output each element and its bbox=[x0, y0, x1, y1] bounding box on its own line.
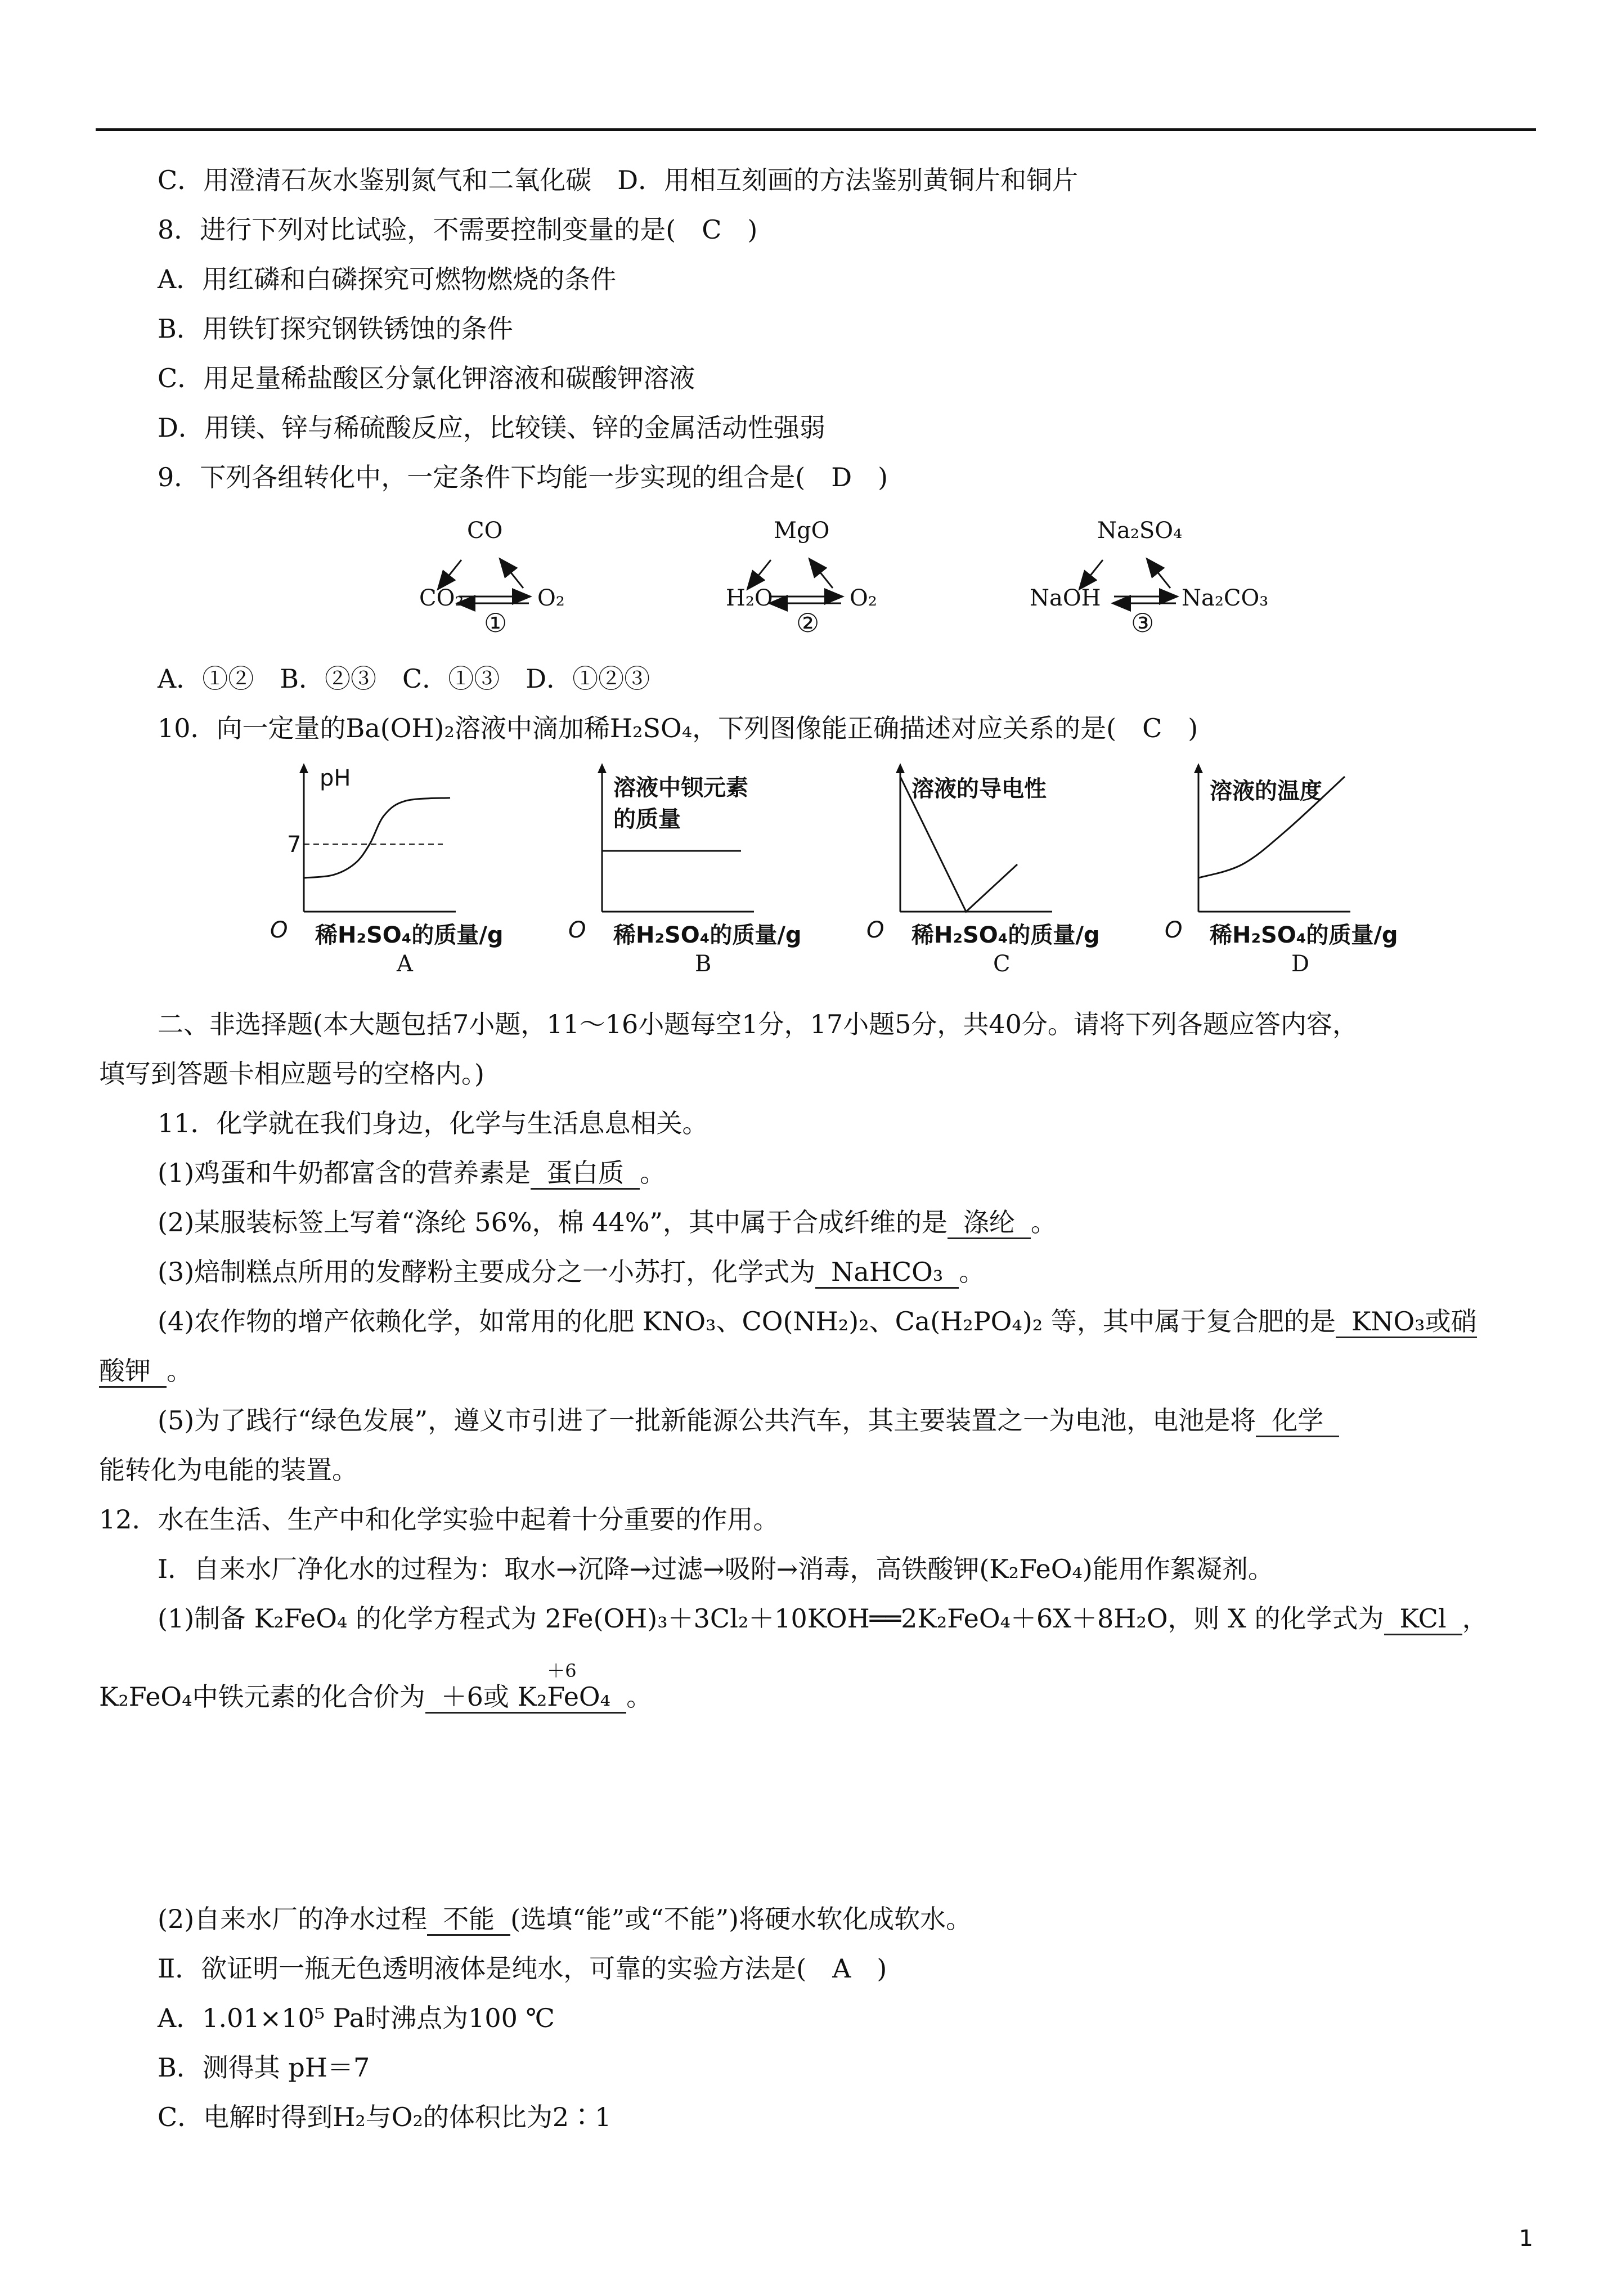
q11-part4-answer: KNO₃或硝 bbox=[1336, 1306, 1477, 1338]
scheme3-right: Na₂CO₃ bbox=[1182, 585, 1269, 611]
chart-a-y-arrow bbox=[299, 763, 308, 773]
scheme3-number: ③ bbox=[1131, 608, 1155, 638]
q12-part2-answer: 不能 bbox=[427, 1904, 510, 1936]
q11-part2-end: 。 bbox=[1030, 1207, 1057, 1237]
question-10: 10．向一定量的Ba(OH)₂溶液中滴加稀H₂SO₄，下列图像能正确描述对应关系的是( C ) bbox=[158, 713, 1198, 743]
q11-part1-text: (1)鸡蛋和牛奶都富含的营养素是 bbox=[158, 1158, 531, 1188]
q12-part1-answer: KCl bbox=[1384, 1603, 1462, 1635]
q12-ii-option-c: C．电解时得到H₂与O₂的体积比为2∶1 bbox=[158, 2102, 612, 2132]
q11-part1-end: 。 bbox=[640, 1158, 666, 1188]
q8-option-b: B．用铁钉探究钢铁锈蚀的条件 bbox=[158, 313, 513, 344]
q12-valence-fe-text: Fe bbox=[547, 1681, 579, 1712]
chart-b-y-arrow bbox=[598, 763, 607, 773]
chart-a-ylabel: pH bbox=[320, 765, 351, 791]
q11-part4-cont bbox=[99, 1354, 192, 1388]
part2-intro-1: 二、非选择题(本大题包括7小题，11～16小题每空1分，17小题5分，共40分。请将下列各题应答内容， bbox=[158, 1009, 1358, 1039]
chart-a-origin: O bbox=[270, 917, 288, 943]
q11-part1 bbox=[158, 1156, 666, 1190]
q12-section-i: Ⅰ．自来水厂净化水的过程为：取水→沉降→过滤→吸附→消毒，高铁酸钾(K₂FeO₄)能用作絮凝剂。 bbox=[158, 1554, 1274, 1584]
chart-a bbox=[270, 760, 563, 985]
chart-c-xlabel: 稀H₂SO₄的质量/g bbox=[911, 922, 1100, 948]
q12-valence-fe bbox=[547, 1660, 579, 1712]
q9-options: A．①② B．②③ C．①③ D．①②③ bbox=[158, 663, 650, 694]
q12-ii-option-a: A．1.01×10⁵ Pa时沸点为100 ℃ bbox=[158, 2003, 555, 2033]
question-9: 9．下列各组转化中，一定条件下均能一步实现的组合是( D ) bbox=[158, 462, 888, 492]
scheme2-left: H₂O bbox=[726, 585, 773, 611]
scheme1-right: O₂ bbox=[537, 585, 565, 611]
chart-a-letter: A bbox=[397, 951, 413, 977]
q12-part1 bbox=[158, 1602, 1488, 1635]
q12-part2-text: (2)自来水厂的净水过程 bbox=[158, 1904, 428, 1934]
chart-d bbox=[1165, 760, 1457, 985]
chart-c bbox=[866, 760, 1159, 985]
q11-part4-end: 。 bbox=[167, 1356, 192, 1386]
q12-part1-text: (1)制备 K₂FeO₄ 的化学方程式为 2Fe(OH)₃＋3Cl₂＋10KOH══2K₂FeO₄＋6X＋8H₂O，则 X 的化学式为 bbox=[158, 1603, 1384, 1634]
scheme1-top: CO bbox=[467, 518, 503, 544]
q10-charts bbox=[0, 760, 1621, 985]
scheme2-right: O₂ bbox=[850, 585, 877, 611]
page-number: 1 bbox=[1519, 2226, 1533, 2252]
q11-part2-answer: 涤纶 bbox=[948, 1207, 1031, 1239]
chart-d-y-arrow bbox=[1194, 763, 1203, 773]
chart-a-xlabel: 稀H₂SO₄的质量/g bbox=[315, 922, 504, 948]
q11-part3 bbox=[158, 1255, 985, 1289]
chart-c-origin: O bbox=[866, 917, 884, 943]
chart-d-xlabel: 稀H₂SO₄的质量/g bbox=[1210, 922, 1398, 948]
q8-option-c: C．用足量稀盐酸区分氯化钾溶液和碳酸钾溶液 bbox=[158, 363, 695, 393]
chart-b-xlabel: 稀H₂SO₄的质量/g bbox=[613, 922, 802, 948]
q11-part4 bbox=[158, 1304, 1477, 1338]
q11-part4-text: (4)农作物的增产依赖化学，如常用的化肥 KNO₃、CO(NH₂)₂、Ca(H₂PO₄)₂ 等，其中属于复合肥的是 bbox=[158, 1306, 1336, 1337]
scheme1-left: CO₂ bbox=[419, 585, 464, 611]
q12-section-ii: Ⅱ．欲证明一瓶无色透明液体是纯水，可靠的实验方法是( A ) bbox=[158, 1953, 887, 1984]
q11-part3-answer: NaHCO₃ bbox=[815, 1257, 959, 1289]
question-11: 11．化学就在我们身边，化学与生活息息相关。 bbox=[158, 1108, 708, 1138]
q11-part4-answer-cont: 酸钾 bbox=[99, 1356, 167, 1388]
q12-part1-end: ， bbox=[1462, 1603, 1488, 1634]
q11-part5-text: (5)为了践行“绿色发展”，遵义市引进了一批新能源公共汽车，其主要装置之一为电池，电池是将 bbox=[158, 1405, 1256, 1436]
q12-valence-answer bbox=[425, 1660, 626, 1714]
q11-part2-text: (2)某服装标签上写着“涤纶 56%，棉 44%”，其中属于合成纤维的是 bbox=[158, 1207, 948, 1237]
q11-part1-answer: 蛋白质 bbox=[531, 1158, 640, 1190]
q12-valence-sup: ＋6 bbox=[547, 1660, 577, 1681]
q11-part3-text: (3)焙制糕点所用的发酵粉主要成分之一小苏打，化学式为 bbox=[158, 1257, 816, 1287]
q12-valence-text: K₂FeO₄中铁元素的化合价为 bbox=[99, 1681, 425, 1712]
q12-part2-end: (选填“能”或“不能”)将硬水软化成软水。 bbox=[510, 1904, 972, 1934]
part2-intro-2: 填写到答题卡相应题号的空格内。) bbox=[99, 1059, 484, 1089]
chart-a-ytick: 7 bbox=[287, 832, 302, 858]
chart-c-letter: C bbox=[993, 951, 1011, 977]
q11-part2 bbox=[158, 1205, 1057, 1239]
q12-ii-option-b: B．测得其 pH＝7 bbox=[158, 2052, 370, 2083]
chart-b-origin: O bbox=[568, 917, 586, 943]
scheme3-left: NaOH bbox=[1030, 585, 1101, 611]
q11-part3-end: 。 bbox=[959, 1257, 985, 1287]
reaction-schemes bbox=[0, 518, 1621, 658]
chart-b bbox=[568, 760, 861, 985]
question-12: 12．水在生活、生产中和化学实验中起着十分重要的作用。 bbox=[99, 1504, 779, 1535]
q8-option-a: A．用红磷和白磷探究可燃物燃烧的条件 bbox=[158, 264, 617, 294]
chart-b-ylabel: 溶液中钡元素的质量 bbox=[613, 775, 748, 832]
question-8: 8．进行下列对比试验，不需要控制变量的是( C ) bbox=[158, 214, 758, 245]
chart-d-origin: O bbox=[1165, 917, 1183, 943]
scheme1-number: ① bbox=[484, 608, 508, 638]
q12-part2 bbox=[158, 1902, 972, 1936]
q7-options-cd: C．用澄清石灰水鉴别氮气和二氧化碳 D．用相互刻画的方法鉴别黄铜片和铜片 bbox=[158, 165, 1079, 195]
scheme2-top: MgO bbox=[774, 518, 830, 544]
q12-valence-end: 。 bbox=[626, 1681, 653, 1712]
q12-valence bbox=[99, 1660, 653, 1714]
q11-part5-end: 能转化为电能的装置。 bbox=[99, 1455, 358, 1485]
chart-c-y-arrow bbox=[896, 763, 905, 773]
chart-a-plot bbox=[293, 760, 563, 985]
scheme3-top: Na₂SO₄ bbox=[1097, 518, 1183, 544]
chart-a-series-line bbox=[304, 798, 450, 878]
q8-option-d: D．用镁、锌与稀硫酸反应，比较镁、锌的金属活动性强弱 bbox=[158, 412, 825, 443]
scheme2-number: ② bbox=[796, 608, 820, 638]
q11-part5 bbox=[158, 1403, 1339, 1437]
header-rule bbox=[96, 128, 1536, 131]
chart-b-letter: B bbox=[695, 951, 712, 977]
chart-d-letter: D bbox=[1291, 951, 1310, 977]
chart-c-ylabel: 溶液的导电性 bbox=[911, 776, 1047, 802]
q12-valence-answer-b: O₄ bbox=[578, 1681, 611, 1712]
chart-d-ylabel: 溶液的温度 bbox=[1210, 778, 1322, 804]
q11-part5-answer: 化学 bbox=[1256, 1405, 1339, 1437]
q12-valence-answer-a: ＋6或 K₂ bbox=[441, 1681, 547, 1712]
